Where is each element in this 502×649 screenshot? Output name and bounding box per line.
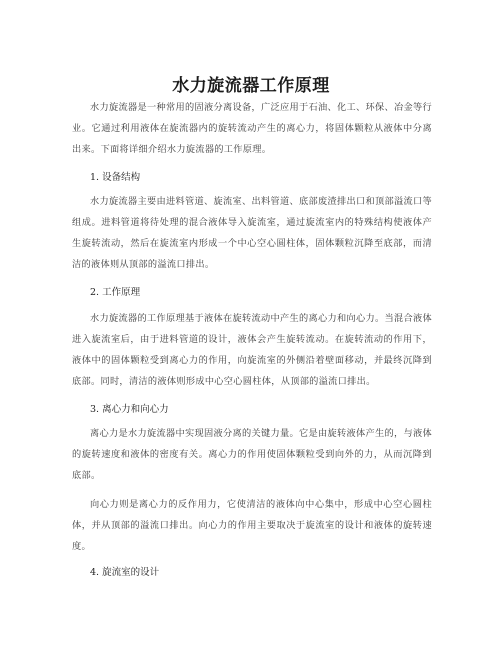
section-heading-forces: 3. 离心力和向心力 [90,404,169,415]
section-heading-design: 4. 旋流室的设计 [90,567,160,578]
section-paragraph-principle: 水力旋流器的工作原理基于液体在旋转流动中产生的离心力和向心力。当混合液体进入旋流室后，由于进料管道的设计，液体会产生旋转流动。在旋转流动的作用下，液体中的固体颗粒受到离心力的作用，向旋流室的外侧沿着壁面移动，并最终沉降到底部。同时，清洁的液体则形成中心空心圆柱体，从顶部的溢流口排出。 [72,313,432,387]
document-title: 水力旋流器工作原理 [172,76,330,97]
intro-paragraph: 水力旋流器是一种常用的固液分离设备，广泛应用于石油、化工、环保、冶金等行业。它通过利用液体在旋流器内的旋转流动产生的离心力，将固体颗粒从液体中分离出来。下面将详细介绍水力旋流器的工作原理。 [72,102,432,155]
section-heading-principle: 2. 工作原理 [90,287,141,298]
section-paragraph-centrifugal: 离心力是水力旋流器中实现固液分离的关键力量。它是由旋转液体产生的，与液体的旋转速度和液体的密度有关。离心力的作用使固体颗粒受到向外的力，从而沉降到底部。 [72,428,432,481]
section-paragraph-centripetal: 向心力则是离心力的反作用力，它使清洁的液体向中心集中，形成中心空心圆柱体，并从顶部的溢流口排出。向心力的作用主要取决于旋流室的设计和液体的旋转速度。 [72,499,432,552]
section-heading-structure: 1. 设备结构 [90,172,141,183]
section-paragraph-structure: 水力旋流器主要由进料管道、旋流室、出料管道、底部废渣排出口和顶部溢流口等组成。进料管道将待处理的混合液体导入旋流室，通过旋流室内的特殊结构使液体产生旋转流动，然后在旋流室内形成一个中心空心圆柱体，固体颗粒沉降至底部，而清洁的液体则从顶部的溢流口排出。 [72,196,432,270]
